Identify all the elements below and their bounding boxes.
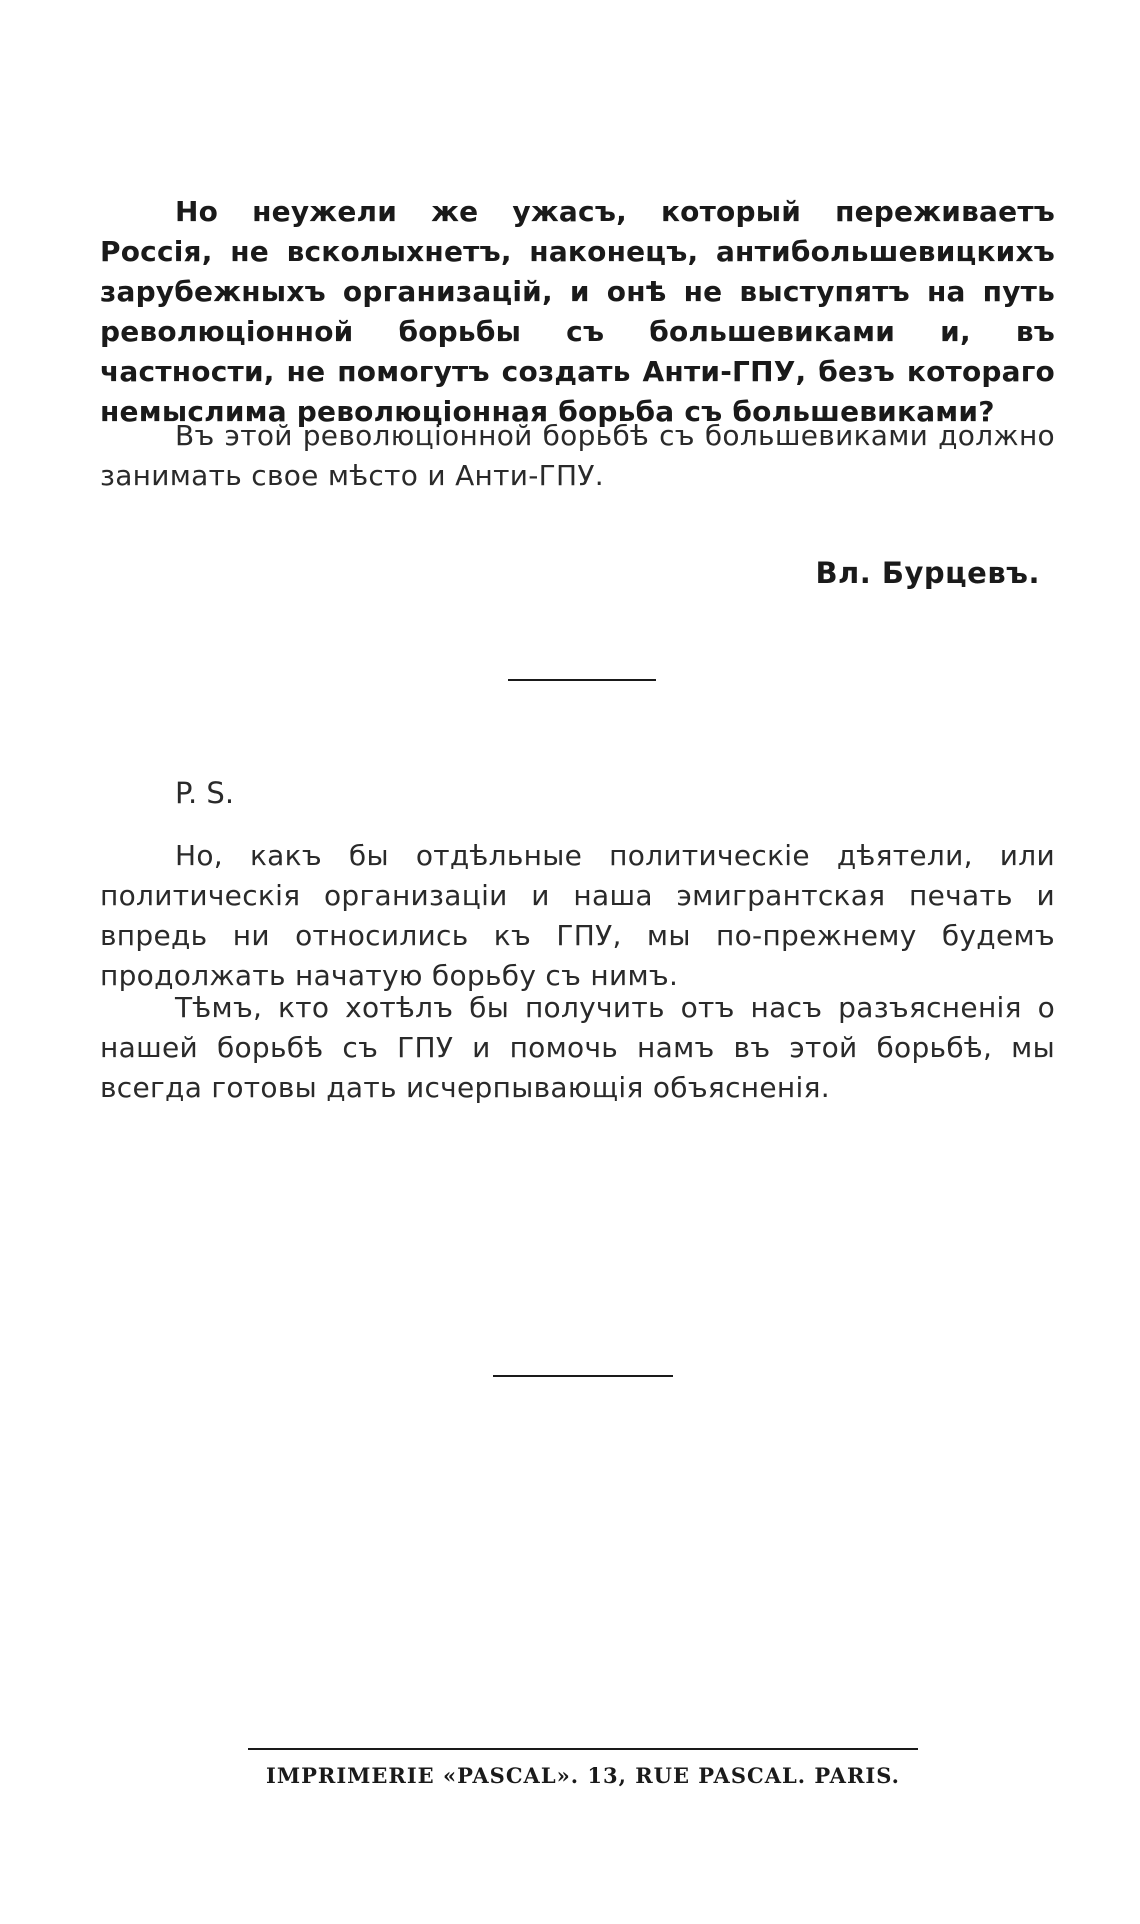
paragraph-appeal: Но неужели же ужасъ, который переживаетъ Россія, не всколыхнетъ, наконецъ, антибольшевицкихъ зарубежныхъ организацій, и онѣ не выступятъ на путь революціонной борьбы съ большевиками и, въ частности, не помогутъ создать Анти-ГПУ, безъ котораго немыслима революціонная борьба съ большевиками? — [100, 195, 1055, 428]
footer-rule — [248, 1748, 918, 1750]
paragraph-anti-gpu: Въ этой революціонной борьбѣ съ большевиками должно занимать свое мѣсто и Анти-ГПУ. — [100, 419, 1055, 492]
postscript-label: P. S. — [175, 776, 235, 810]
printer-imprint: IMPRIMERIE «PASCAL». 13, RUE PASCAL. PARIS. — [266, 1763, 900, 1788]
paragraph-postscript-1: Но, какъ бы отдѣльные политическіе дѣятели, или политическія организаціи и наша эмигрантская печать и впредь ни относились къ ГПУ, мы по-прежнему будемъ продолжать начатую борьбу съ нимъ. — [100, 839, 1055, 992]
paragraph-postscript-2: Тѣмъ, кто хотѣлъ бы получить отъ насъ разъясненія о нашей борьбѣ съ ГПУ и помочь намъ въ этой борьбѣ, мы всегда готовы дать исчерпывающія объясненія. — [100, 991, 1055, 1104]
section-divider — [508, 679, 656, 681]
author-signature: Вл. Бурцевъ. — [815, 556, 1040, 590]
end-divider — [493, 1375, 673, 1377]
